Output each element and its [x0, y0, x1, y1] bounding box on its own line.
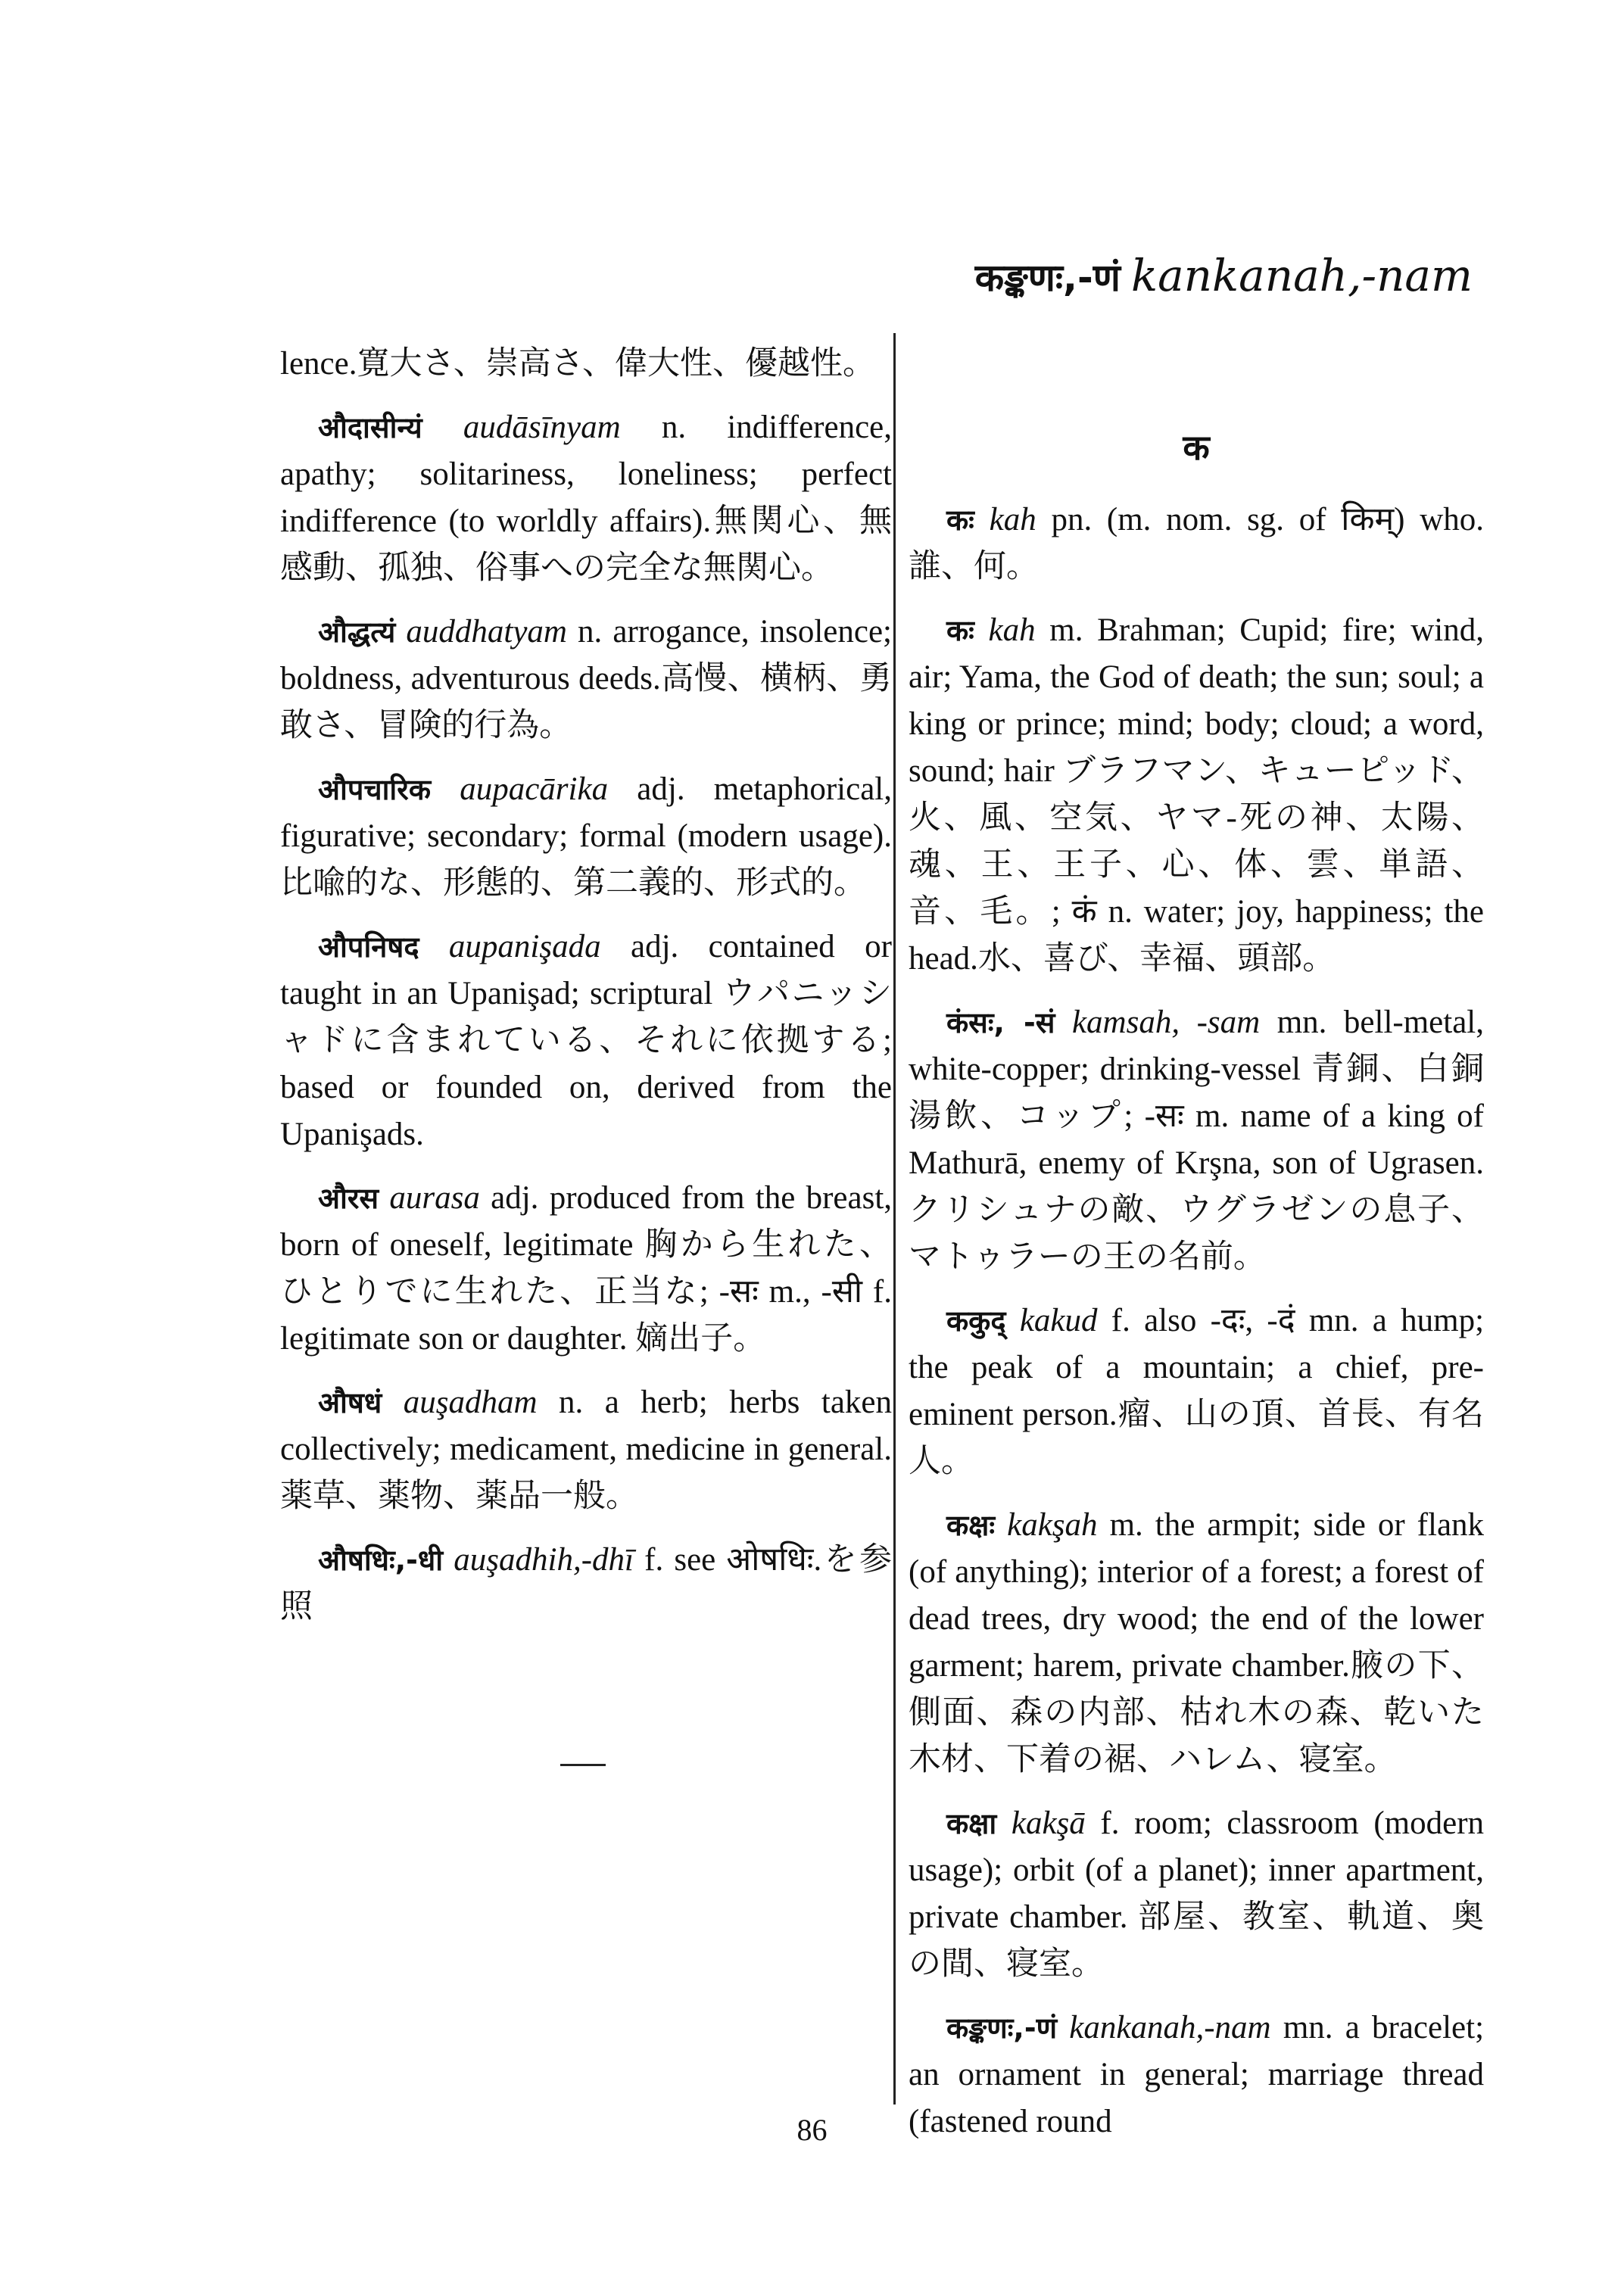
- dictionary-entry: [280, 1175, 892, 1363]
- dictionary-entry: [909, 1800, 1484, 1988]
- entry-headword: औपनिषद: [318, 930, 419, 964]
- entry-transliteration: kankanah,-nam: [1069, 2010, 1271, 2045]
- entry-transliteration: kakşā: [1011, 1805, 1086, 1841]
- entry-headword: औदासीन्यं: [318, 411, 422, 444]
- header-transliteration: kankanah,-nam: [1130, 250, 1473, 301]
- entry-transliteration: kakşah: [1007, 1507, 1098, 1543]
- entry-definition: adj. metaphorical, figurative; secondary; formal (modern usage).比喩的な、形態的、第二義的、形式的。: [280, 771, 892, 901]
- running-header: [975, 250, 1473, 302]
- entry-transliteration: kamsah, -sam: [1071, 1005, 1261, 1040]
- left-column: [280, 341, 892, 1647]
- dictionary-entry: [280, 924, 892, 1158]
- column-divider: [893, 333, 896, 2105]
- entry-definition: m. the armpit; side or flank (of anything); interior of a forest; a forest of dead trees, dry wood; the end of the lower garment; harem, private chamber.腋の下、側面、森の内部、枯れ木の森、乾いた木材、下着の裾、ハレム、寝室。: [909, 1507, 1485, 1777]
- entry-definition: pn. (m. nom. sg. of किम्) who. 誰、何。: [909, 502, 1485, 584]
- entry-definition: mn. bell-metal, white-copper; drinking-vessel 青銅、白銅湯飲、コップ; -सः m. name of a king of Mathurā, enemy of Krşna, son of Ugrasen. クリシュナの敵、ウグラゼンの息子、マトゥラーの王の名前。: [909, 1005, 1484, 1275]
- dictionary-entry: [909, 999, 1484, 1281]
- entry-transliteration: aurasa: [389, 1180, 480, 1216]
- dictionary-entry: [280, 341, 892, 388]
- entry-definition: n. a herb; herbs taken collectively; medicament, medicine in general.薬草、薬物、薬品一般。: [280, 1385, 893, 1514]
- section-letter-heading: क: [1183, 427, 1210, 468]
- entry-transliteration: audāsīnyam: [463, 410, 621, 445]
- entry-headword: कक्षः: [946, 1509, 996, 1542]
- entry-headword: कः: [946, 503, 974, 537]
- entry-definition: adj. produced from the breast, born of oneself, legitimate 胸から生れた、ひとりでに生れた、正当な; -सः m., -सी f. legitimate son or daughter. 嫡出子。: [280, 1180, 893, 1357]
- entry-definition: f. see ओषधिः.を参照: [280, 1542, 893, 1625]
- entry-definition: n. arrogance, insolence; boldness, adventurous deeds.高慢、横柄、勇敢さ、冒険的行為。: [280, 614, 893, 743]
- entry-headword: कङ्कणः,-णं: [946, 2011, 1058, 2045]
- entry-definition: n. indifference, apathy; solitariness, loneliness; perfect indifference (to worldly affairs).無関心、無感動、孤独、俗事への完全な無関心。: [280, 410, 892, 586]
- entry-headword: ककुद्: [946, 1304, 1006, 1338]
- entry-headword: कंसः, -सं: [946, 1006, 1055, 1039]
- dictionary-entry: [909, 607, 1484, 983]
- entry-definition: f. also -दः, -दं mn. a hump; the peak of a mountain; a chief, pre-eminent person.瘤、山の頂、首長、有名人。: [909, 1303, 1485, 1479]
- entry-headword: औरस: [318, 1182, 379, 1215]
- entry-definition: m. Brahman; Cupid; fire; wind, air; Yama, the God of death; the sun; soul; a king or prince; mind; body; cloud; a word, sound; hair ブラフマン、キューピッド、火、風、空気、ヤマ-死の神、太陽、魂、王、王子、心、体、雲、単語、音、毛。; कं n. water; joy, happiness; the head.水、喜び、幸福、頭部。: [909, 612, 1485, 977]
- entry-transliteration: kah: [989, 502, 1036, 537]
- dictionary-entry: [280, 404, 892, 592]
- entry-headword: औषधिः,-धी: [318, 1544, 444, 1577]
- entry-transliteration: aupacārika: [460, 771, 609, 807]
- entry-transliteration: auşadham: [403, 1385, 538, 1420]
- entry-transliteration: kah: [988, 612, 1036, 648]
- entry-definition: f. room; classroom (modern usage); orbit (of a planet); inner apartment, private chamber. 部屋、教室、軌道、奥の間、寝室。: [909, 1805, 1485, 1982]
- entry-definition: adj. contained or taught in an Upanişad; scriptural ウパニッシャドに含まれている、それに依拠する; based or founded on, derived from the Upanişads.: [280, 929, 892, 1152]
- dictionary-entry: [280, 766, 892, 907]
- dictionary-entry: [909, 1298, 1484, 1485]
- dictionary-entry: [909, 1502, 1484, 1784]
- dictionary-entry: [280, 1379, 892, 1520]
- header-devanagari: कङ्कणः,-णं: [974, 256, 1121, 300]
- dictionary-entry: [280, 1537, 892, 1631]
- entry-headword: कः: [946, 614, 974, 647]
- section-end-dash: [560, 1764, 606, 1766]
- entry-transliteration: auşadhih,-dhī: [454, 1542, 634, 1578]
- page-number: 86: [796, 2113, 828, 2147]
- entry-transliteration: kakud: [1019, 1303, 1098, 1338]
- entry-definition: lence.寛大さ、崇高さ、偉大性、優越性。: [280, 346, 876, 382]
- entry-headword: कक्षा: [946, 1807, 997, 1840]
- entry-headword: औषधं: [318, 1386, 382, 1419]
- entry-definition: mn. a bracelet; an ornament in general; marriage thread (fastened round: [909, 2010, 1485, 2139]
- entry-transliteration: aupanişada: [448, 929, 601, 964]
- dictionary-entry: [909, 497, 1484, 590]
- right-column: [909, 401, 1484, 2162]
- dictionary-entry: [280, 609, 892, 749]
- entry-headword: औपचारिक: [318, 773, 431, 806]
- entry-headword: औद्धत्यं: [318, 615, 396, 649]
- entry-transliteration: auddhatyam: [406, 614, 567, 650]
